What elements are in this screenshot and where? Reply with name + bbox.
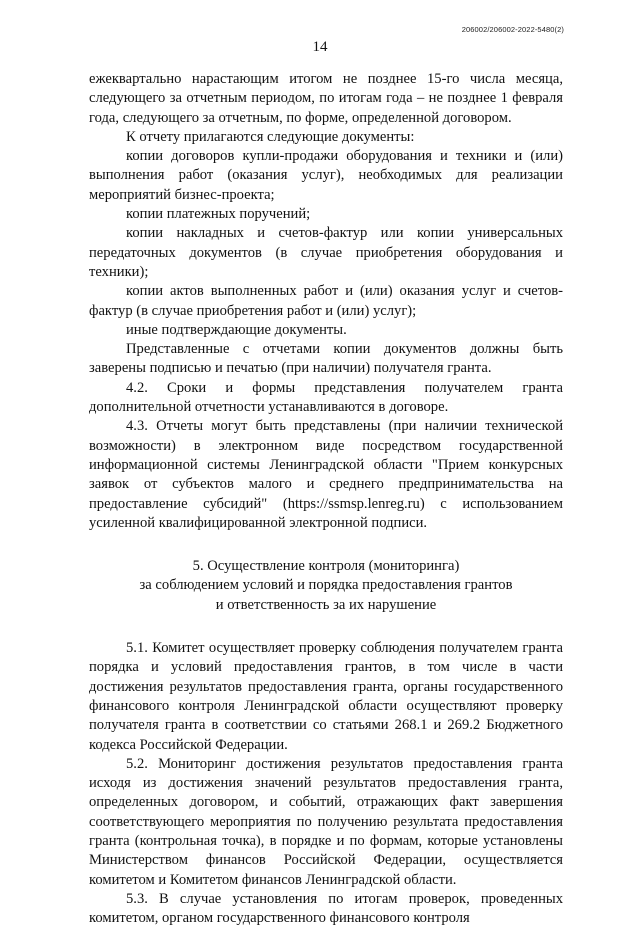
list-item: копии платежных поручений; (126, 206, 311, 223)
page-number: 14 (312, 39, 328, 55)
paragraph: ежеквартально нарастающим итогом не позднее 15-го числа месяца, следующего за отчетным периодом, по итогам года – не позднее 1 февраля года, следующего за отчетным, по форме, определенной договором. (89, 71, 563, 126)
paragraph: К отчету прилагаются следующие документы: (126, 128, 415, 145)
list-item: копии актов выполненных работ и (или) оказания услуг и счетов-фактур (в случае приобретения работ и (или) услуг); (89, 283, 563, 319)
paragraph: 4.3. Отчеты могут быть представлены (при наличии технической возможности) в электронном виде посредством государственной информационной системы Ленинградской области "Прием конкурсных заявок от субъектов малого и среднего предпринимательства на предоставление субсидий" (https://ssmsp.lenreg.ru) с использованием усиленной квалифицированной электронной подписи. (89, 418, 563, 531)
section-heading (89, 557, 563, 615)
paragraph: 5.2. Мониторинг достижения результатов предоставления гранта исходя из достижения значений результатов предоставления гранта, определенных договором, и событий, отражающих факт завершения соответствующего мероприятия по получению результата предоставления гранта (контрольная точка), в порядке и по формам, которые установлены Министерством финансов Российской Федерации, осуществляется комитетом и Комитетом финансов Ленинградской области. (89, 755, 563, 888)
section-heading-line: 5. Осуществление контроля (мониторинга) (192, 558, 460, 575)
paragraph: Представленные с отчетами копии документов должны быть заверены подписью и печатью (при наличии) получателя гранта. (89, 341, 563, 377)
document-body (89, 70, 563, 928)
paragraph: 4.2. Сроки и формы представления получателем гранта дополнительной отчетности устанавливаются в договоре. (89, 379, 563, 416)
section-heading-line: и ответственность за их нарушение (215, 596, 437, 613)
list-item: иные подтверждающие документы. (126, 321, 347, 338)
list-item: копии договоров купли-продажи оборудования и техники и (или) выполнения работ (оказания услуг), необходимых для реализации мероприятий бизнес-проекта; (89, 148, 563, 203)
list-item: копии накладных и счетов-фактур или копии универсальных передаточных документов (в случае приобретения оборудования и техники); (89, 225, 563, 280)
paragraph: 5.3. В случае установления по итогам проверок, проведенных комитетом, органом государственного финансового контроля (89, 890, 563, 927)
section-heading-line: за соблюдением условий и порядка предоставления грантов (139, 577, 513, 594)
document-id: 206002/206002-2022-5480(2) (461, 25, 564, 34)
paragraph: 5.1. Комитет осуществляет проверку соблюдения получателем гранта порядка и условий предоставления грантов, в том числе в части достижения результатов предоставления гранта, органы государственного финансового контроля Ленинградской области осуществляют проверку получателя гранта в соответствии со статьями 268.1 и 269.2 Бюджетного кодекса Российской Федерации. (89, 640, 563, 753)
